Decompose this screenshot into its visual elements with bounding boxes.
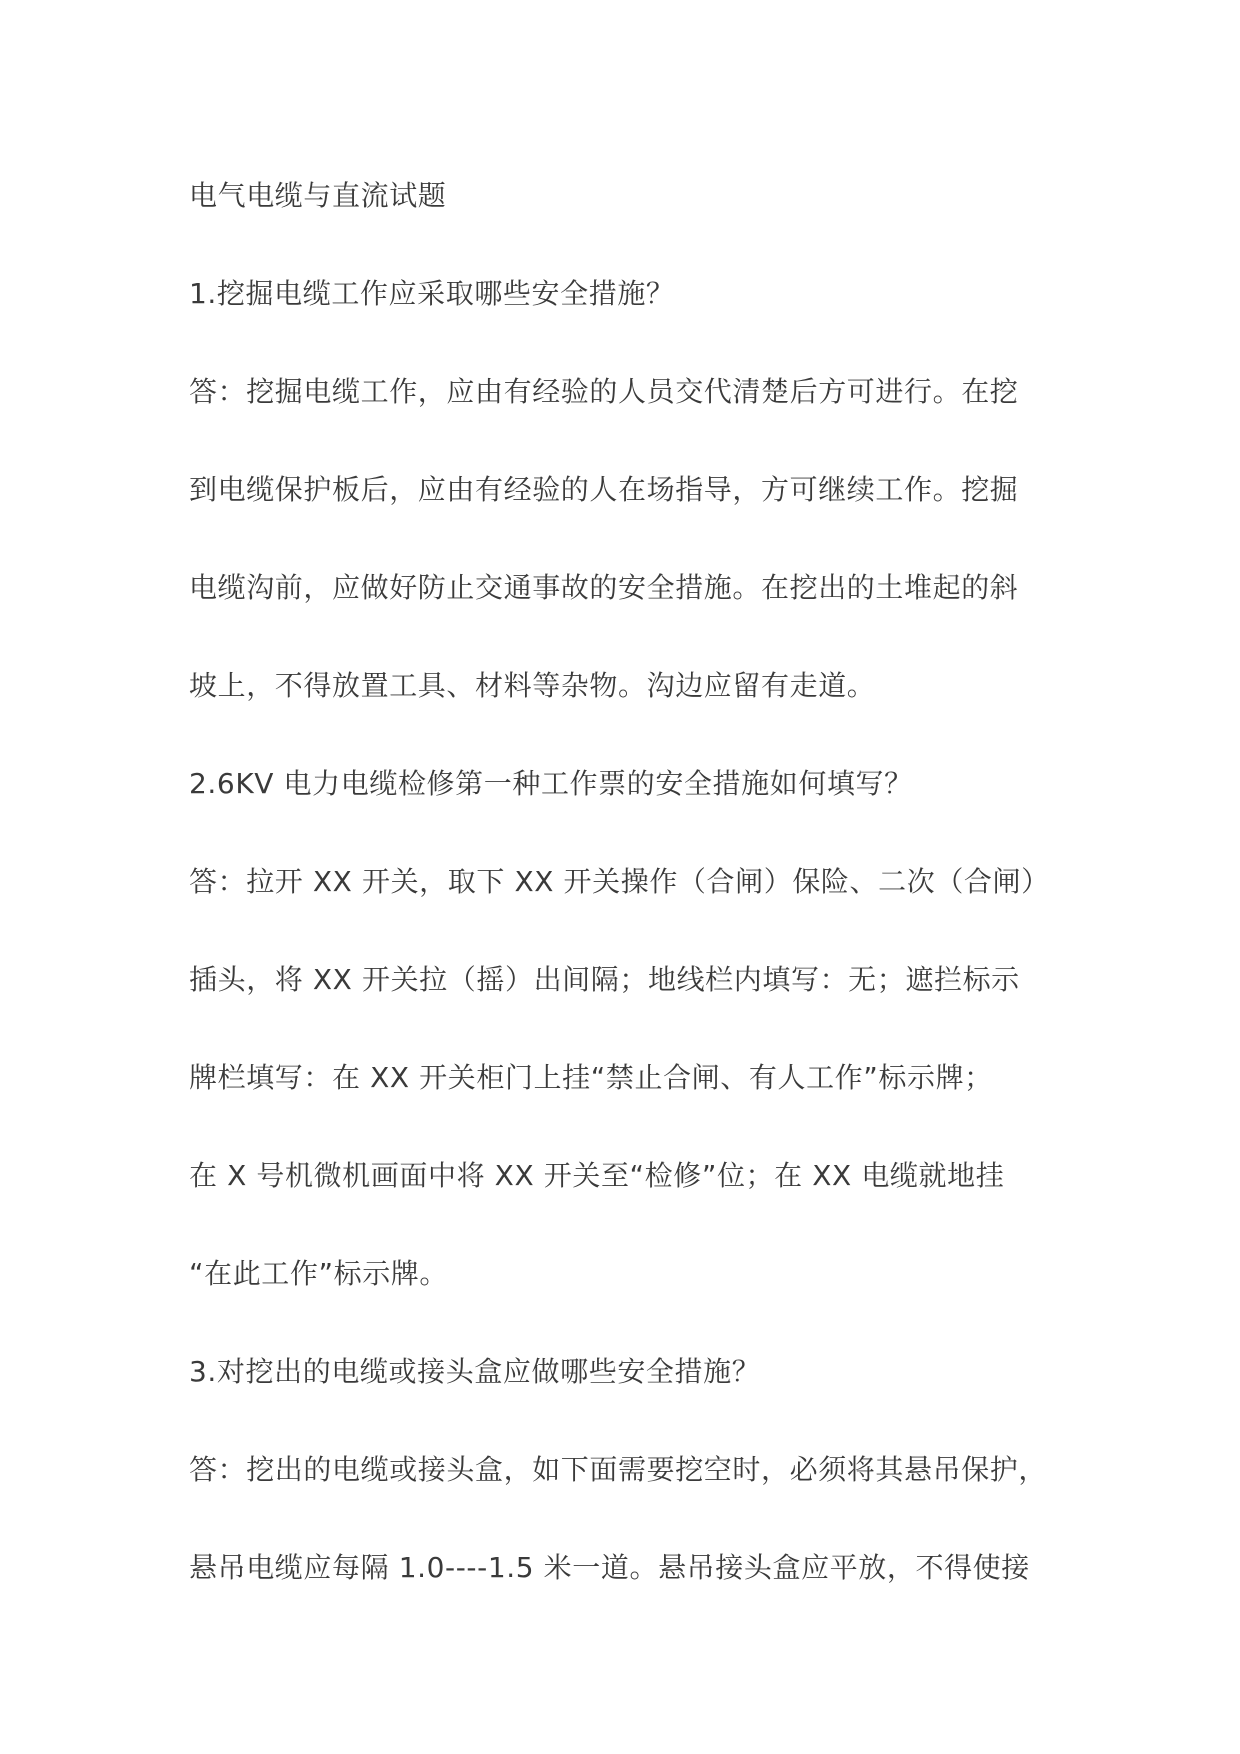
question-2: 2.6KV 电力电缆检修第一种工作票的安全措施如何填写？ (189, 767, 913, 800)
answer-2-line-4: 在 X 号机微机画面中将 XX 开关至“检修”位；在 XX 电缆就地挂 (189, 1159, 1005, 1192)
answer-2-line-5: “在此工作”标示牌。 (189, 1257, 449, 1290)
answer-2-line-2: 插头，将 XX 开关拉（摇）出间隔；地线栏内填写：无；遮拦标示 (189, 963, 1020, 996)
answer-1-line-4: 坡上，不得放置工具、材料等杂物。沟边应留有走道。 (189, 669, 876, 702)
answer-3-line-2: 悬吊电缆应每隔 1.0----1.5 米一道。悬吊接头盒应平放，不得使接 (189, 1551, 1030, 1584)
answer-2-line-3: 牌栏填写：在 XX 开关柜门上挂“禁止合闸、有人工作”标示牌； (189, 1061, 993, 1094)
answer-1-line-3: 电缆沟前，应做好防止交通事故的安全措施。在挖出的土堆起的斜 (189, 571, 1019, 604)
answer-3-line-1: 答：挖出的电缆或接头盒，如下面需要挖空时，必须将其悬吊保护， (189, 1453, 1048, 1486)
answer-1-line-2: 到电缆保护板后，应由有经验的人在场指导，方可继续工作。挖掘 (189, 473, 1019, 506)
answer-1-line-1: 答：挖掘电缆工作，应由有经验的人员交代清楚后方可进行。在挖 (189, 375, 1019, 408)
answer-2-line-1: 答：拉开 XX 开关，取下 XX 开关操作（合闸）保险、二次（合闸） (189, 865, 1050, 898)
question-1: 1.挖掘电缆工作应采取哪些安全措施？ (189, 277, 675, 310)
question-3: 3.对挖出的电缆或接头盒应做哪些安全措施？ (189, 1355, 761, 1388)
document-title: 电气电缆与直流试题 (189, 179, 447, 212)
